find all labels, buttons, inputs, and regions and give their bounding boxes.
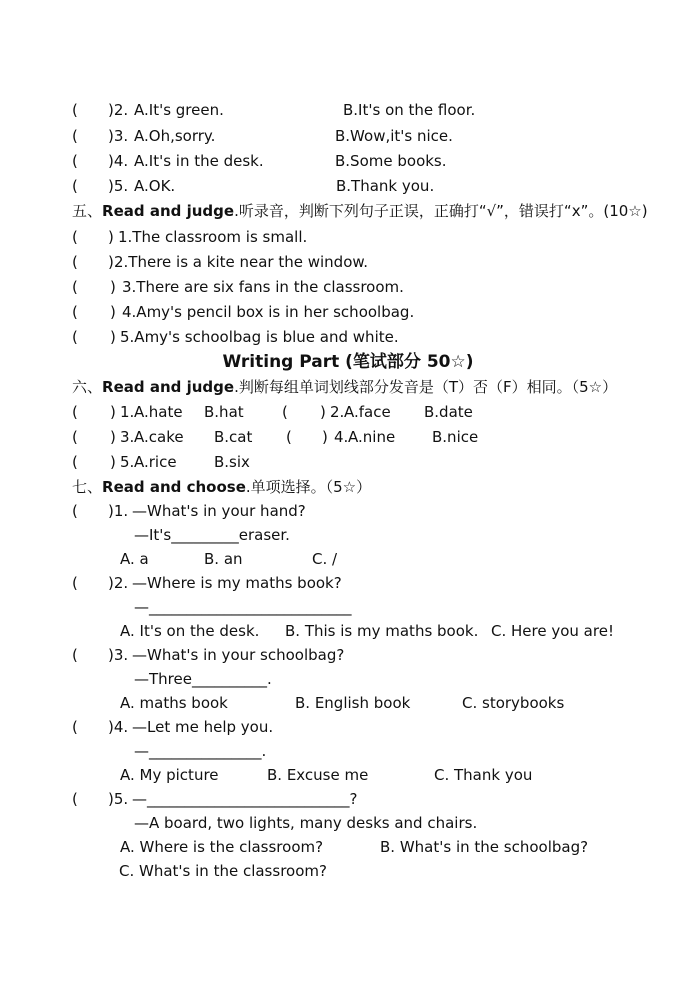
question-text: —___________________________?: [132, 790, 358, 808]
option-a: A. Where is the classroom?: [120, 838, 324, 856]
option-b: B.Thank you.: [336, 177, 435, 195]
word-a: A.face: [344, 403, 391, 421]
word-b: B.six: [214, 453, 250, 471]
option-a: A. maths book: [120, 694, 228, 712]
option-b: B. English book: [295, 694, 411, 712]
question-text: —What's in your hand?: [132, 502, 306, 520]
question-number: )2.: [108, 574, 129, 592]
option-c: C. /: [312, 550, 338, 568]
answer-paren-close: )5.: [108, 177, 129, 195]
question-text: —Let me help you.: [132, 718, 274, 736]
option-b: B.It's on the floor.: [343, 101, 476, 119]
option-c: C. Here you are!: [491, 622, 614, 640]
answer-paren-close: ): [320, 403, 326, 421]
answer-paren-close: ): [110, 453, 116, 471]
answer-text: —It's_________eraser.: [134, 526, 290, 544]
answer-paren-open: (: [72, 574, 78, 592]
section-number: 五、: [72, 202, 103, 220]
answer-paren-open: (: [72, 303, 78, 321]
answer-paren-close: ): [110, 428, 116, 446]
question-number: )3.: [108, 646, 129, 664]
item-number: 5.: [120, 453, 135, 471]
answer-text: —_______________.: [134, 742, 267, 760]
option-a: A.It's in the desk.: [134, 152, 264, 170]
answer-paren-open: (: [72, 253, 78, 271]
question-text: —What's in your schoolbag?: [132, 646, 345, 664]
item-number: 1.: [120, 403, 135, 421]
answer-paren-close: )2.: [108, 101, 129, 119]
option-b: B. This is my maths book.: [285, 622, 479, 640]
section-heading-7: [72, 476, 371, 498]
answer-paren-close: ): [108, 253, 114, 271]
statement-text: 5.Amy's schoolbag is blue and white.: [120, 328, 399, 346]
answer-paren-close: ): [322, 428, 328, 446]
answer-paren-open: (: [72, 278, 78, 296]
option-b: B. an: [204, 550, 243, 568]
word-b: B.nice: [432, 428, 479, 446]
answer-paren-open: (: [72, 328, 78, 346]
answer-paren-close: ): [108, 228, 114, 246]
section-instructions: .听录音，判断下列句子正误，正确打“√”，错误打“x”。(10☆): [234, 202, 648, 220]
option-c: C. What's in the classroom?: [119, 862, 327, 880]
option-a: A. a: [120, 550, 149, 568]
word-b: B.hat: [204, 403, 244, 421]
answer-paren-open: (: [72, 453, 78, 471]
word-b: B.date: [424, 403, 473, 421]
option-a: A.OK.: [134, 177, 176, 195]
answer-paren-close: )4.: [108, 152, 129, 170]
option-b: B.Some books.: [335, 152, 447, 170]
word-a: A.nine: [348, 428, 396, 446]
word-a: A.cake: [134, 428, 184, 446]
statement-text: 1.The classroom is small.: [118, 228, 308, 246]
option-a: A.Oh,sorry.: [134, 127, 216, 145]
answer-paren-open: (: [72, 502, 78, 520]
item-number: 3.: [120, 428, 135, 446]
statement-text: 3.There are six fans in the classroom.: [122, 278, 404, 296]
option-b: B.Wow,it's nice.: [335, 127, 453, 145]
section-number: 七、: [72, 478, 103, 496]
option-a: A.It's green.: [134, 101, 224, 119]
answer-paren-open: (: [72, 790, 78, 808]
answer-paren-open: (: [286, 428, 292, 446]
writing-part-title: Writing Part (笔试部分 50☆): [222, 352, 474, 372]
answer-text: —Three__________.: [134, 670, 272, 688]
answer-paren-close: ): [110, 403, 116, 421]
answer-paren-open: (: [282, 403, 288, 421]
item-number: 2.: [330, 403, 345, 421]
answer-paren-open: (: [72, 428, 78, 446]
statement-text: 2.There is a kite near the window.: [114, 253, 369, 271]
section-number: 六、: [72, 378, 103, 396]
section-instructions: .单项选择。（5☆）: [245, 478, 372, 496]
answer-paren-open: (: [72, 152, 78, 170]
question-number: )5.: [108, 790, 129, 808]
answer-paren-open: (: [72, 101, 78, 119]
answer-text: —A board, two lights, many desks and chairs.: [134, 814, 478, 832]
word-a: A.rice: [134, 453, 177, 471]
statement-text: 4.Amy's pencil box is in her schoolbag.: [122, 303, 415, 321]
question-number: )1.: [108, 502, 129, 520]
answer-paren-close: ): [110, 278, 116, 296]
section-instructions: .判断每组单词划线部分发音是（T）否（F）相同。（5☆）: [234, 378, 618, 396]
section-title-en: Read and choose: [102, 478, 246, 496]
section-title-en: Read and judge: [102, 378, 235, 396]
item-number: 4.: [334, 428, 349, 446]
answer-text: —___________________________: [134, 598, 352, 616]
question-number: )4.: [108, 718, 129, 736]
question-text: —Where is my maths book?: [132, 574, 342, 592]
answer-paren-open: (: [72, 718, 78, 736]
answer-paren-close: )3.: [108, 127, 129, 145]
answer-paren-open: (: [72, 127, 78, 145]
word-a: A.hate: [134, 403, 183, 421]
option-c: C. storybooks: [462, 694, 565, 712]
word-b: B.cat: [214, 428, 253, 446]
option-b: B. What's in the schoolbag?: [380, 838, 589, 856]
option-a: A. It's on the desk.: [120, 622, 260, 640]
section-heading-5: [72, 200, 648, 222]
option-a: A. My picture: [120, 766, 219, 784]
answer-paren-close: ): [110, 303, 116, 321]
answer-paren-open: (: [72, 177, 78, 195]
section-title-en: Read and judge: [102, 202, 235, 220]
answer-paren-open: (: [72, 646, 78, 664]
section-heading-6: [72, 376, 617, 398]
answer-paren-open: (: [72, 403, 78, 421]
answer-paren-open: (: [72, 228, 78, 246]
option-b: B. Excuse me: [267, 766, 369, 784]
answer-paren-close: ): [110, 328, 116, 346]
option-c: C. Thank you: [434, 766, 533, 784]
